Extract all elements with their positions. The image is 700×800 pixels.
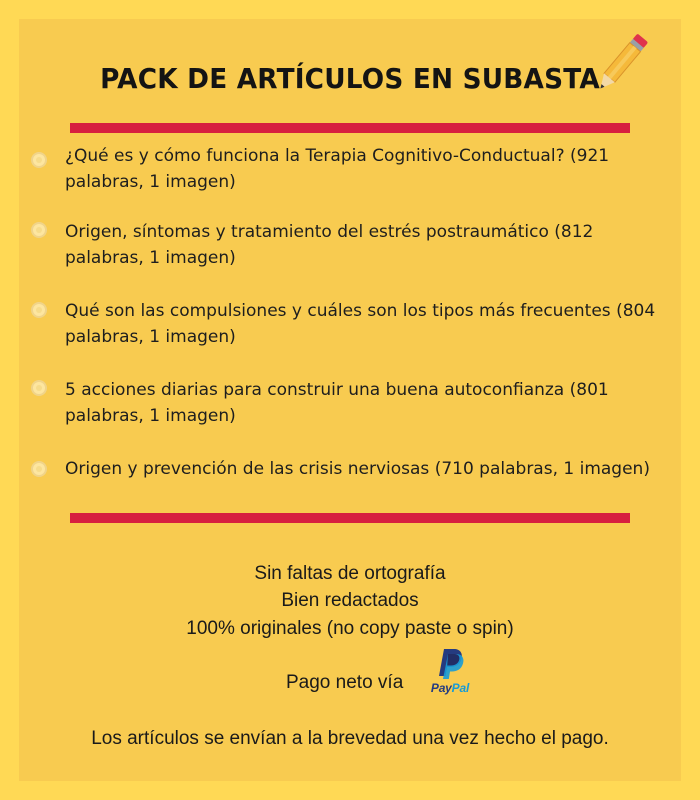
payment-row: [0, 648, 700, 700]
paypal-icon: [436, 648, 464, 680]
footer-note: Los artículos se envían a la brevedad una vez hecho el pago.: [91, 728, 609, 749]
bullet-circle-icon: [31, 380, 47, 396]
article-title: ¿Qué es y cómo funciona la Terapia Cognitivo-Conductual? (921 palabras, 1 imagen): [65, 146, 610, 192]
bullet-circle-icon: [31, 461, 47, 477]
article-title: Origen y prevención de las crisis nerviosas (710 palabras, 1 imagen): [65, 459, 650, 479]
bottom-divider: [70, 513, 630, 523]
article-title: Origen, síntomas y tratamiento del estrés postraumático (812 palabras, 1 imagen): [65, 222, 594, 268]
payment-label: Pago neto vía: [286, 672, 404, 693]
paypal-logo: [424, 648, 476, 700]
page-title: PACK DE ARTÍCULOS EN SUBASTA: [100, 62, 600, 95]
top-divider: [70, 123, 630, 133]
article-title: 5 acciones diarias para construir una buena autoconfianza (801 palabras, 1 imagen): [65, 380, 609, 426]
bullet-circle-icon: [31, 302, 47, 318]
feature-original: 100% originales (no copy paste o spin): [186, 618, 514, 639]
feature-writing: Bien redactados: [281, 590, 419, 611]
article-title: Qué son las compulsiones y cuáles son los tipos más frecuentes (804 palabras, 1 imagen): [65, 301, 656, 347]
bullet-circle-icon: [31, 222, 47, 238]
pencil-icon: [590, 28, 652, 100]
feature-spelling: Sin faltas de ortografía: [254, 563, 446, 584]
paypal-wordmark: PayPal: [430, 681, 470, 695]
bullet-circle-icon: [31, 152, 47, 168]
